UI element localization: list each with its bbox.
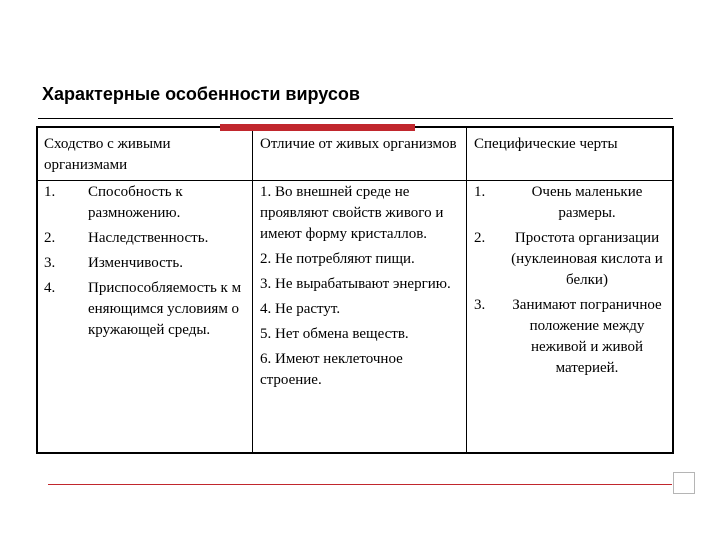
slide-title: Характерные особенности вирусов: [42, 84, 360, 104]
similarity-list: [44, 182, 244, 341]
list-item: 4. Не растут.: [260, 301, 341, 317]
virus-features-table: [36, 126, 674, 454]
list-item: 1. Во внешней среде не проявляют свойств живого и имеют форму кристаллов.: [260, 184, 444, 242]
footer-square: [673, 472, 695, 494]
item-number: 1.: [44, 184, 56, 200]
item-number: 1.: [474, 184, 486, 200]
specific-list: [474, 182, 670, 379]
list-item: 2. Не потребляют пищи.: [260, 251, 415, 267]
item-text: Наследственность.: [88, 230, 209, 246]
title-underline: [38, 118, 673, 119]
item-text: Приспособляемость к меняющимся условиям окружающей среды.: [88, 280, 242, 338]
list-item: [474, 295, 670, 379]
item-number: 2.: [474, 230, 486, 246]
header-divider: [38, 180, 672, 181]
header-similarity: Сходство с живыми организмами: [44, 136, 171, 173]
item-number: 3.: [44, 255, 56, 271]
list-item: [44, 278, 244, 341]
header-difference: Отличие от живых организмов: [260, 136, 457, 152]
item-text: Занимают пограничное положение между неживой и живой материей.: [512, 297, 662, 376]
column-divider-2: [466, 128, 467, 452]
list-item: 6. Имеют неклеточное строение.: [260, 351, 403, 388]
item-text: Простота организации (нуклеиновая кислота и белки): [511, 230, 663, 288]
item-number: 3.: [474, 297, 486, 313]
header-specific: Специфические черты: [474, 136, 618, 152]
list-item: [474, 228, 670, 291]
difference-list: [260, 182, 465, 395]
list-item: [474, 182, 670, 224]
accent-bar: [220, 124, 415, 131]
column-divider-1: [252, 128, 253, 452]
list-item: 3. Не вырабатывают энергию.: [260, 276, 451, 292]
footer-rule: [48, 484, 672, 485]
item-number: 4.: [44, 280, 56, 296]
list-item: [44, 182, 244, 224]
item-number: 2.: [44, 230, 56, 246]
item-text: Изменчивость.: [88, 255, 183, 271]
item-text: Очень маленькие размеры.: [531, 184, 643, 221]
list-item: [44, 228, 244, 249]
list-item: 5. Нет обмена веществ.: [260, 326, 409, 342]
item-text: Способность к размножению.: [88, 184, 183, 221]
list-item: [44, 253, 244, 274]
